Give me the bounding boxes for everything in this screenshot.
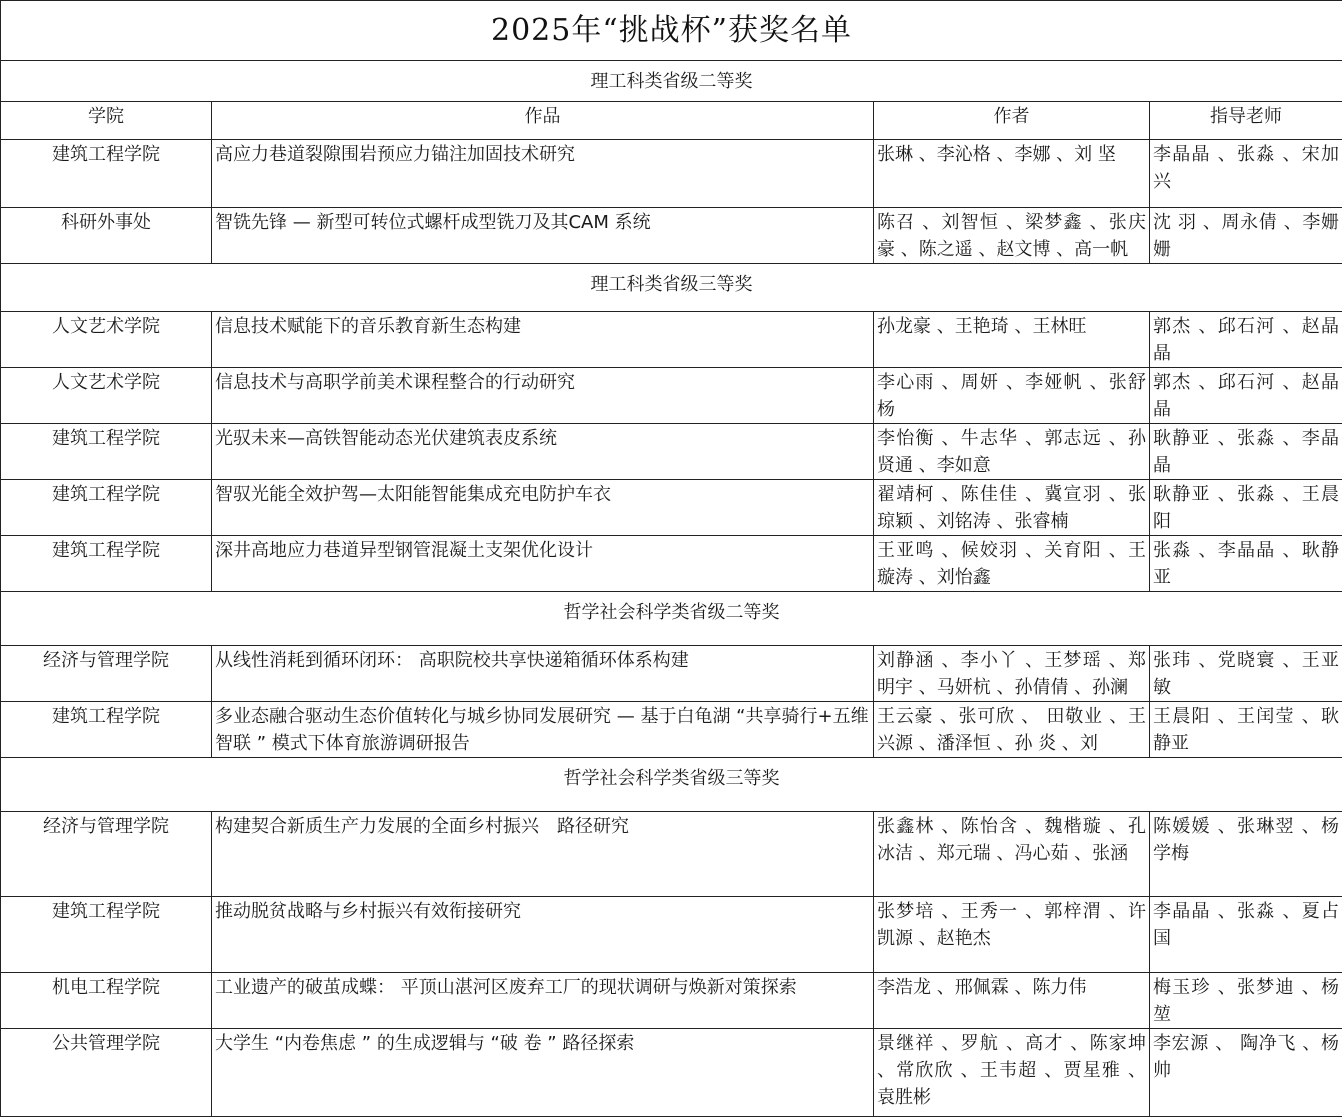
college-cell: 建筑工程学院 [1,536,212,592]
advisors-cell: 耿静亚 、张淼 、王晨阳 [1150,480,1342,536]
table-row [1,897,1342,973]
work-cell: 从线性消耗到循环闭环： 高职院校共享快递箱循环体系构建 [212,646,874,702]
advisors-cell: 李晶晶 、张淼 、宋加兴 [1150,140,1342,208]
authors-cell: 刘静涵 、李小丫 、王梦瑶 、郑明宇 、马妍杭 、孙倩倩 、孙澜 [874,646,1150,702]
advisors-cell: 李晶晶 、张淼 、夏占国 [1150,897,1342,973]
advisors-cell: 张淼 、李晶晶 、耿静亚 [1150,536,1342,592]
work-cell: 信息技术与高职学前美术课程整合的行动研究 [212,368,874,424]
page-title: 2025年“挑战杯”获奖名单 [1,1,1342,61]
table-row [1,536,1342,592]
work-cell: 智驭光能全效护驾—太阳能智能集成充电防护车衣 [212,480,874,536]
work-cell: 构建契合新质生产力发展的全面乡村振兴 路径研究 [212,812,874,897]
section-header-row [1,592,1342,646]
work-cell: 多业态融合驱动生态价值转化与城乡协同发展研究 — 基于白龟湖 “共享骑行+五维智联 ” 模式下体育旅游调研报告 [212,702,874,758]
college-cell: 人文艺术学院 [1,368,212,424]
advisors-cell: 郭杰 、邱石河 、赵晶晶 [1150,312,1342,368]
work-cell: 深井高地应力巷道异型钢管混凝土支架优化设计 [212,536,874,592]
authors-cell: 李怡衡 、牛志华 、郭志远 、孙贤通 、李如意 [874,424,1150,480]
advisors-cell: 张玮 、党晓寰 、王亚敏 [1150,646,1342,702]
authors-cell: 陈召 、刘智恒 、梁梦鑫 、张庆豪 、陈之遥 、赵文博 、高一帆 [874,208,1150,264]
table-row [1,973,1342,1029]
advisors-cell: 陈媛媛 、张琳翌 、杨学梅 [1150,812,1342,897]
authors-cell: 张鑫林 、陈怡含 、魏楷璇 、孔冰洁 、郑元瑞 、冯心茹 、张涵 [874,812,1150,897]
column-header-work: 作品 [212,102,874,140]
work-cell: 信息技术赋能下的音乐教育新生态构建 [212,312,874,368]
college-cell: 建筑工程学院 [1,140,212,208]
advisors-cell: 王晨阳 、王闰莹 、耿静亚 [1150,702,1342,758]
advisors-cell: 郭杰 、邱石河 、赵晶晶 [1150,368,1342,424]
work-cell: 光驭未来—高铁智能动态光伏建筑表皮系统 [212,424,874,480]
authors-cell: 王云豪 、张可欣 、 田敬业 、王兴源 、潘泽恒 、孙 炎 、刘 [874,702,1150,758]
table-row [1,1029,1342,1117]
section-header-row [1,264,1342,312]
section-title: 理工科类省级二等奖 [1,61,1342,102]
college-cell: 科研外事处 [1,208,212,264]
authors-cell: 张琳 、李沁格 、李娜 、刘 坚 [874,140,1150,208]
section-title: 哲学社会科学类省级二等奖 [1,592,1342,646]
section-header-row [1,758,1342,812]
advisors-cell: 梅玉珍 、张梦迪 、杨堃 [1150,973,1342,1029]
authors-cell: 孙龙豪 、王艳琦 、王林旺 [874,312,1150,368]
authors-cell: 景继祥 、罗航 、高才 、陈家坤 、常欣欣 、王韦超 、贾星雅 、袁胜彬 [874,1029,1150,1117]
college-cell: 机电工程学院 [1,973,212,1029]
table-row [1,208,1342,264]
column-header-authors: 作者 [874,102,1150,140]
work-cell: 智铣先锋 — 新型可转位式螺杆成型铣刀及其CAM 系统 [212,208,874,264]
college-cell: 经济与管理学院 [1,646,212,702]
section-header-row [1,61,1342,102]
table-row [1,646,1342,702]
work-cell: 高应力巷道裂隙围岩预应力锚注加固技术研究 [212,140,874,208]
table-row [1,312,1342,368]
authors-cell: 李浩龙 、邢佩霖 、陈力伟 [874,973,1150,1029]
section-title: 哲学社会科学类省级三等奖 [1,758,1342,812]
table-row [1,140,1342,208]
college-cell: 公共管理学院 [1,1029,212,1117]
table-row [1,702,1342,758]
college-cell: 建筑工程学院 [1,424,212,480]
work-cell: 推动脱贫战略与乡村振兴有效衔接研究 [212,897,874,973]
work-cell: 大学生 “内卷焦虑 ” 的生成逻辑与 “破 卷 ” 路径探索 [212,1029,874,1117]
authors-cell: 翟靖柯 、陈佳佳 、冀宣羽 、张琼颖 、刘铭涛 、张睿楠 [874,480,1150,536]
college-cell: 人文艺术学院 [1,312,212,368]
college-cell: 建筑工程学院 [1,897,212,973]
table-row [1,480,1342,536]
advisors-cell: 李宏源 、 陶净飞 、杨帅 [1150,1029,1342,1117]
authors-cell: 李心雨 、周妍 、李娅帆 、张舒杨 [874,368,1150,424]
authors-cell: 王亚鸣 、候姣羽 、关育阳 、王璇涛 、刘怡鑫 [874,536,1150,592]
table-row [1,424,1342,480]
column-header-college: 学院 [1,102,212,140]
table-row [1,812,1342,897]
column-header-advisors: 指导老师 [1150,102,1342,140]
advisors-cell: 耿静亚 、张淼 、李晶晶 [1150,424,1342,480]
table-row [1,368,1342,424]
college-cell: 经济与管理学院 [1,812,212,897]
column-header-row [1,102,1342,140]
section-title: 理工科类省级三等奖 [1,264,1342,312]
college-cell: 建筑工程学院 [1,480,212,536]
advisors-cell: 沈 羽 、周永倩 、李姗姗 [1150,208,1342,264]
authors-cell: 张梦培 、王秀一 、郭梓渭 、许凯源 、赵艳杰 [874,897,1150,973]
college-cell: 建筑工程学院 [1,702,212,758]
work-cell: 工业遗产的破茧成蝶： 平顶山湛河区废弃工厂的现状调研与焕新对策探索 [212,973,874,1029]
